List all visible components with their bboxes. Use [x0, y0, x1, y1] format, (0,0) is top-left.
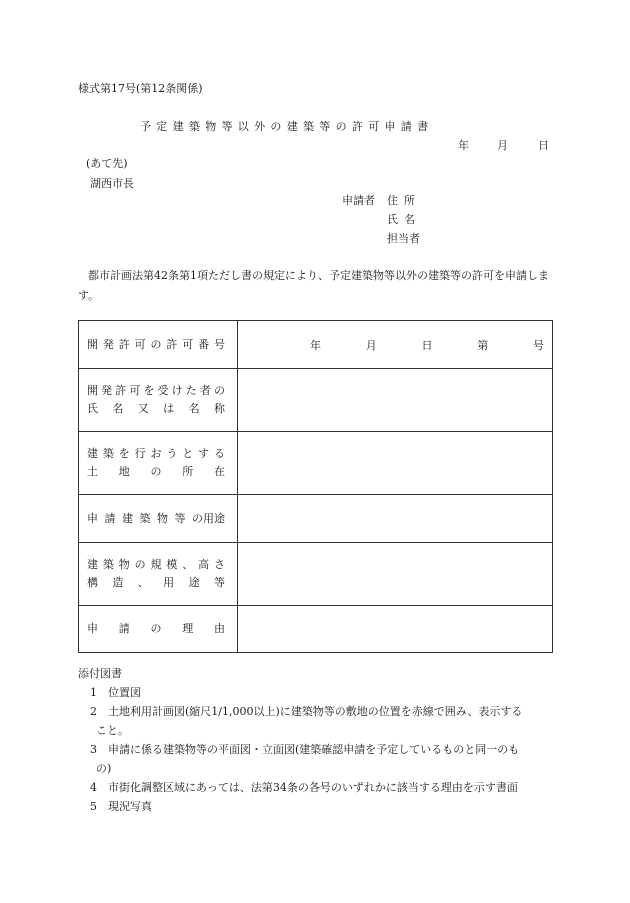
permit-date-label: 月	[365, 338, 377, 352]
row-value-field[interactable]	[238, 606, 553, 653]
application-table	[78, 320, 553, 653]
attachment-item: 3 申請に係る建築物等の平面図・立面図(建築確認申請を予定しているものと同一のも の)	[90, 743, 520, 775]
row-value-field[interactable]	[238, 321, 553, 369]
row-value-field[interactable]	[238, 495, 553, 543]
attachment-item: 2 土地利用計画図(縮尺1/1,000以上)に建築物等の敷地の位置を赤線で囲み、表示する こと。	[90, 705, 523, 737]
date-year-label: 年	[458, 139, 469, 152]
attachment-item: 1 位置図	[90, 686, 141, 699]
row-label: 開 発 許 可 の 許 可 番 号	[79, 321, 238, 369]
applicant-label: 申請者	[342, 194, 375, 207]
row-value-field[interactable]	[238, 369, 553, 432]
row-label: 申 請 の 理 由	[79, 606, 238, 653]
attachments-heading: 添付図書	[78, 667, 122, 680]
permit-date-label: 第	[477, 338, 489, 352]
date-month-label: 月	[497, 139, 508, 152]
form-number: 様式第17号(第12条関係)	[78, 82, 203, 95]
attachment-item: 5 現況写真	[90, 800, 152, 813]
application-statement: 都市計画法第42条第1項ただし書の規定により、予定建築物等以外の建築等の許可を申請します。	[78, 269, 549, 302]
row-label: 開 発 許 可 を 受 け た 者 の 氏 名 又 は 名 称	[79, 369, 238, 432]
building-scale-row	[79, 543, 553, 606]
permit-date-label: 年	[310, 338, 321, 352]
row-label: 建 築 物 の 規 模 、 高 さ 構 造 、 用 途 等	[79, 543, 238, 606]
permit-holder-row	[79, 369, 553, 432]
row-label: 申 請 建 築 物 等 の用途	[79, 495, 238, 543]
permit-date-label: 日	[421, 338, 433, 352]
date-day-label: 日	[538, 139, 549, 152]
attachment-item: 4 市街化調整区域にあっては、法第34条の各号のいずれかに該当する理由を示す書面	[90, 781, 518, 794]
document-title: 予定建築物等以外の建築等の許可申請書	[140, 120, 434, 133]
permit-number-row	[79, 321, 553, 369]
construction-location-row	[79, 432, 553, 495]
row-value-field[interactable]	[238, 543, 553, 606]
recipient-name: 湖西市長	[90, 177, 134, 190]
name-label: 氏名	[387, 213, 421, 226]
addressee-label: (あて先)	[86, 157, 128, 170]
address-label: 住所	[387, 194, 421, 207]
application-reason-row	[79, 606, 553, 653]
building-use-row	[79, 495, 553, 543]
application-date	[458, 137, 549, 153]
row-value-field[interactable]	[238, 432, 553, 495]
permit-date-label: 号	[533, 338, 544, 352]
contact-person-label: 担当者	[387, 232, 420, 245]
row-label: 建 築 を 行 お う と す る 土 地 の 所 在	[79, 432, 238, 495]
